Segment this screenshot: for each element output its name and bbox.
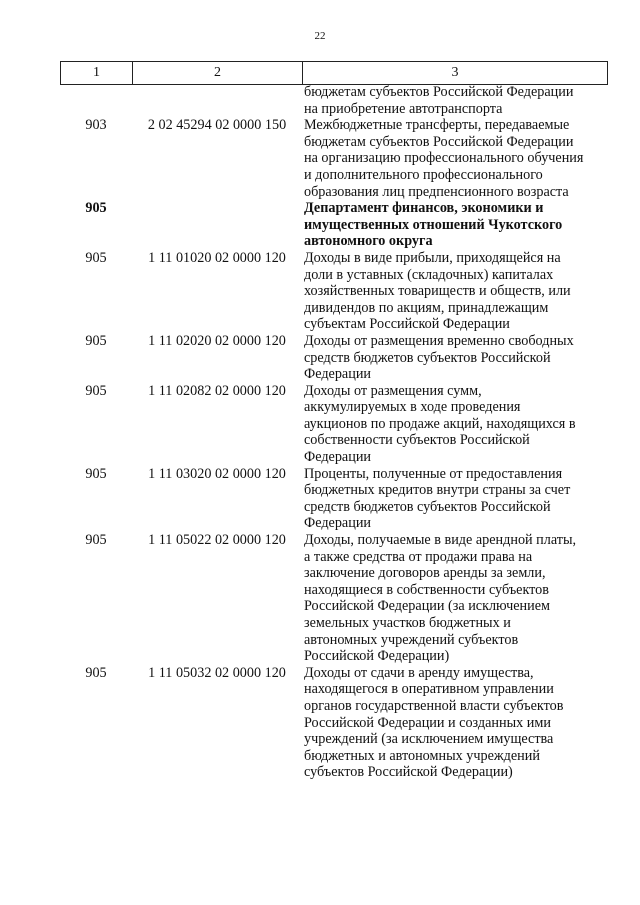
table-row-section-heading	[60, 200, 608, 250]
admin-code-cell: 905	[85, 532, 107, 549]
admin-code-cell: 905	[85, 200, 107, 217]
budget-code-cell: 1 11 05032 02 0000 120	[148, 664, 286, 681]
description-cell: Доходы в виде прибыли, приходящейся на доли в уставных (складочных) капиталах хозяйственных товариществ и обществ, или дивидендов по акциям, принадлежащим субъектам Российской Федерации	[304, 249, 571, 333]
budget-code-cell: 1 11 02082 02 0000 120	[148, 382, 286, 399]
budget-code-cell: 2 02 45294 02 0000 150	[147, 117, 287, 134]
description-cell: Доходы от сдачи в аренду имущества, находящегося в оперативном управлении органов государственной власти субъектов Российской Федерации и созданных ими учреждений (за исключением имущества бюджетных и автономных учреждений субъектов Российской Федерации)	[304, 664, 564, 781]
budget-code-cell: 1 11 01020 02 0000 120	[148, 249, 286, 266]
admin-code-cell: 905	[85, 332, 107, 349]
table-row	[60, 117, 608, 200]
admin-code-cell: 905	[85, 249, 107, 266]
table-row	[60, 250, 608, 333]
admin-code-cell: 905	[85, 664, 107, 681]
column-header-2: 2	[133, 62, 303, 84]
table-row	[60, 333, 608, 383]
table-row	[60, 532, 608, 665]
column-header-1: 1	[61, 62, 133, 84]
description-cell: Межбюджетные трансферты, передаваемые бюджетам субъектов Российской Федерации на организацию профессионального обучения и дополнительного профессионального образования лиц предпенсионного возраста	[304, 117, 584, 200]
description-cell: Доходы от размещения сумм, аккумулируемых в ходе проведения аукционов по продаже акций, находящихся в собственности субъектов Российской Федерации	[304, 382, 576, 466]
admin-code-cell: 905	[85, 465, 107, 482]
description-cell: Проценты, полученные от предоставления бюджетных кредитов внутри страны за счет средств бюджетов субъектов Российской Федерации	[304, 465, 571, 532]
table-row	[60, 466, 608, 532]
description-cell: бюджетам субъектов Российской Федерации на приобретение автотранспорта	[304, 84, 574, 117]
description-cell: Доходы, получаемые в виде арендной платы, а также средства от продажи права на заключение договоров аренды за земли, находящиеся в собственности субъектов Российской Федерации (за исключением земельных участков бюджетных и автономных учреждений субъектов Российской Федерации)	[304, 532, 577, 665]
department-heading: Департамент финансов, экономики и имущественных отношений Чукотского автономного округа	[304, 200, 563, 250]
table-row	[60, 84, 608, 117]
table-row	[60, 665, 608, 781]
table-header	[60, 61, 608, 85]
page-number: 22	[314, 30, 326, 42]
table-body	[60, 84, 608, 781]
admin-code-cell: 903	[85, 117, 107, 134]
budget-code-cell: 1 11 05022 02 0000 120	[148, 532, 286, 549]
budget-code-cell: 1 11 02020 02 0000 120	[148, 332, 286, 349]
budget-code-cell: 1 11 03020 02 0000 120	[148, 465, 286, 482]
description-cell: Доходы от размещения временно свободных средств бюджетов субъектов Российской Федерации	[304, 332, 574, 383]
column-header-3: 3	[451, 65, 459, 80]
admin-code-cell: 905	[85, 382, 107, 399]
table-row	[60, 383, 608, 466]
